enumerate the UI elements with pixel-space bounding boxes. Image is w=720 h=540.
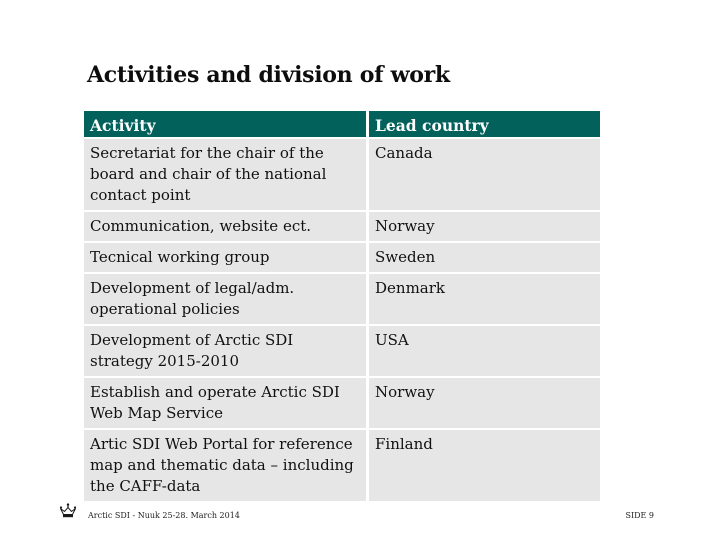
activities-table (84, 109, 600, 503)
activity-cell: Development of legal/adm. operational policies (84, 274, 369, 324)
slide-title: Activities and division of work (87, 62, 450, 88)
page-number: SIDE 9 (625, 511, 654, 520)
table-row (84, 326, 600, 376)
column-header-lead-country: Lead country (369, 111, 600, 137)
lead-country-cell: Norway (369, 378, 600, 428)
activity-cell: Establish and operate Arctic SDI Web Map Service (84, 378, 369, 428)
table-row (84, 274, 600, 324)
table-row (84, 212, 600, 241)
lead-country-cell: USA (369, 326, 600, 376)
activity-cell: Secretariat for the chair of the board and chair of the national contact point (84, 139, 369, 210)
activity-cell: Development of Arctic SDI strategy 2015-2010 (84, 326, 369, 376)
activity-cell: Artic SDI Web Portal for reference map and thematic data – including the CAFF-data (84, 430, 369, 501)
table-row (84, 430, 600, 501)
table-row (84, 243, 600, 272)
table-row (84, 139, 600, 210)
table-header-row (84, 111, 600, 137)
activity-cell: Communication, website ect. (84, 212, 369, 241)
activity-cell: Tecnical working group (84, 243, 369, 272)
crown-icon (59, 503, 77, 519)
lead-country-cell: Finland (369, 430, 600, 501)
table-row (84, 378, 600, 428)
lead-country-cell: Norway (369, 212, 600, 241)
footer-event-text: Arctic SDI - Nuuk 25-28. March 2014 (88, 511, 240, 520)
lead-country-cell: Sweden (369, 243, 600, 272)
lead-country-cell: Canada (369, 139, 600, 210)
column-header-activity: Activity (84, 111, 369, 137)
lead-country-cell: Denmark (369, 274, 600, 324)
